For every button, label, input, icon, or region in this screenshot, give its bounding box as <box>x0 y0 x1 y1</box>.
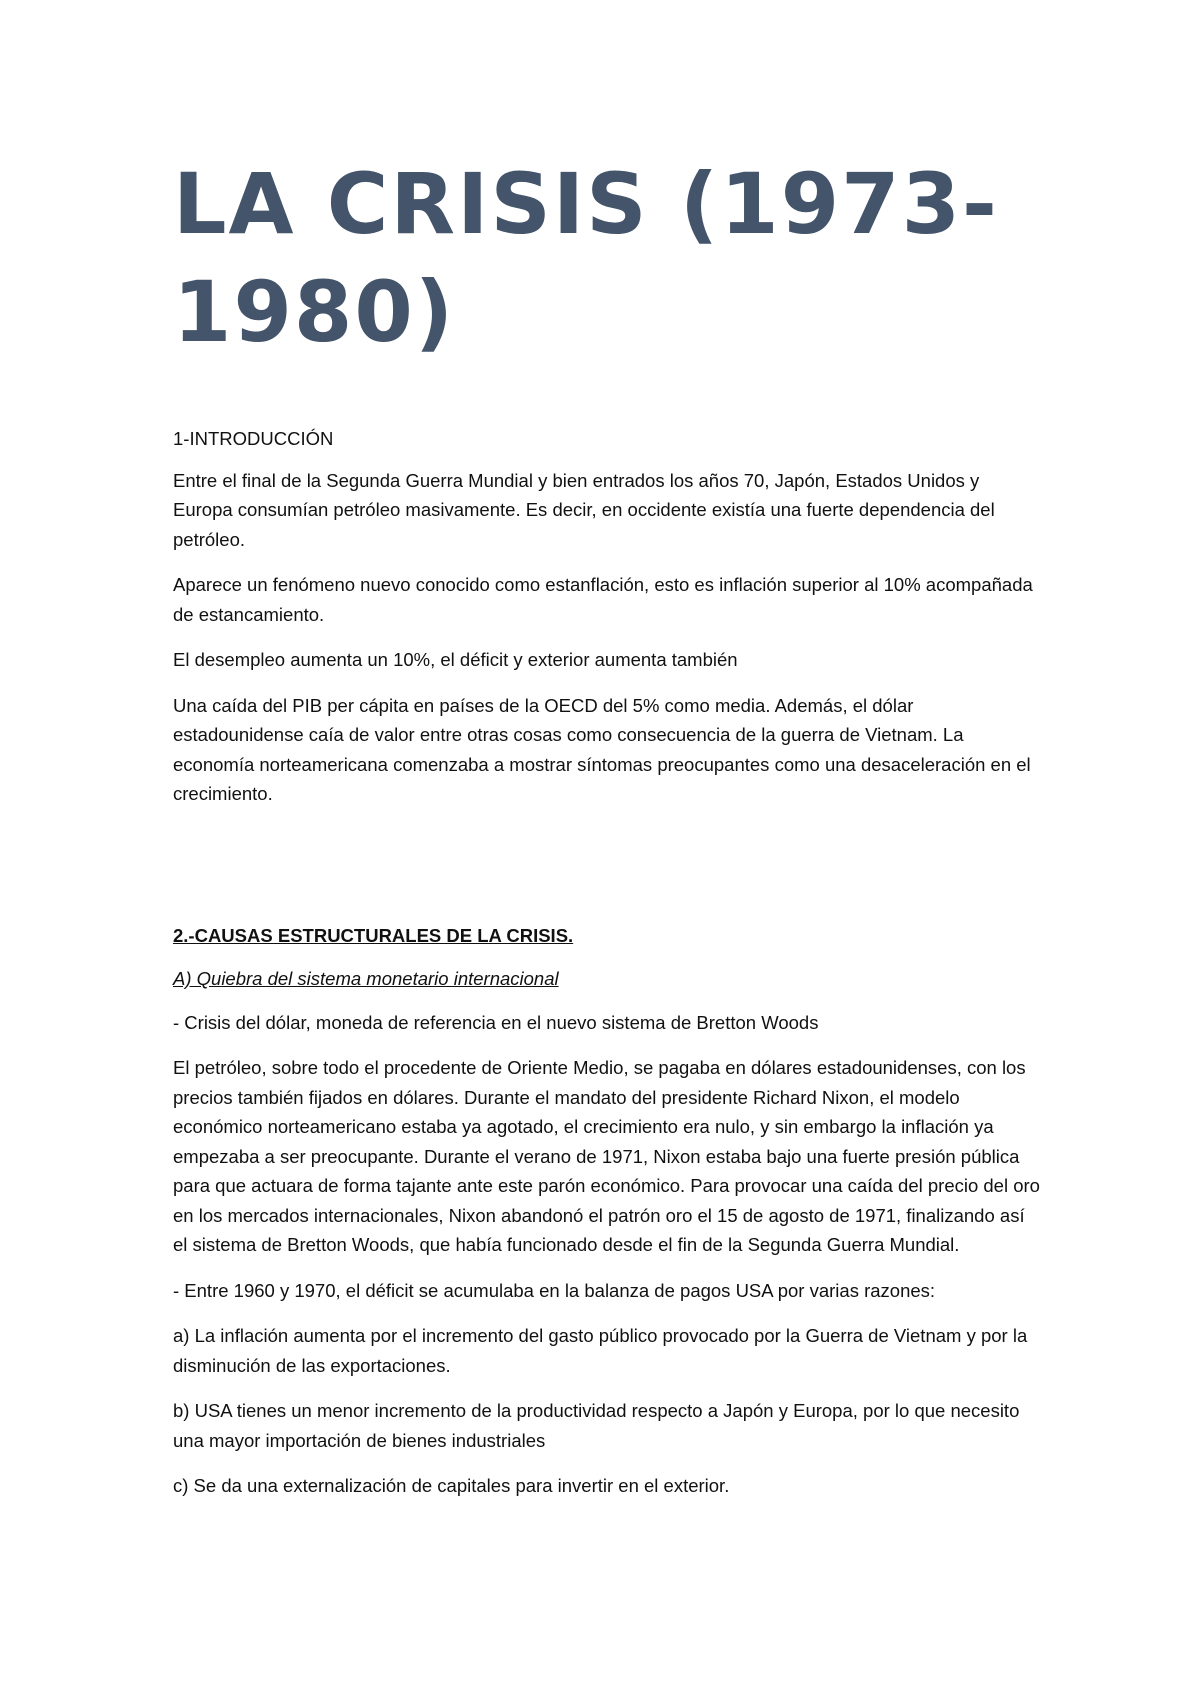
intro-heading: 1-INTRODUCCIÓN <box>173 428 334 449</box>
section-2-paragraph-1: - Crisis del dólar, moneda de referencia en el nuevo sistema de Bretton Woods <box>173 1011 819 1033</box>
section-2-heading: 2.-CAUSAS ESTRUCTURALES DE LA CRISIS. <box>173 924 574 946</box>
section-2-paragraph-2: El petróleo, sobre todo el procedente de Oriente Medio, se pagaba en dólares estadounidenses, con los precios también fijados en dólares. Durante el mandato del presidente Richard Nixon, el modelo económico norteamericano estaba ya agotado, el crecimiento era nulo, y sin embargo la inflación ya empezaba a ser preocupante. Durante el verano de 1971, Nixon estaba bajo una fuerte presión pública para que actuara de forma tajante ante este parón económico. Para provocar una caída del precio del oro en los mercados internacionales, Nixon abandonó el patrón oro el 15 de agosto de 1971, finalizando así el sistema de Bretton Woods, que había funcionado desde el fin de la Segunda Guerra Mundial. <box>173 1057 1040 1255</box>
section-spacer <box>173 825 1043 921</box>
intro-paragraph-2: Aparece un fenómeno nuevo conocido como estanflación, esto es inflación superior al 10% acompañada de estancamiento. <box>173 574 1033 625</box>
document-body <box>173 150 1043 1517</box>
intro-paragraph-3: El desempleo aumenta un 10%, el déficit y exterior aumenta también <box>173 649 738 670</box>
intro-paragraph-4: Una caída del PIB per cápita en países de la OECD del 5% como media. Además, el dólar estadounidense caía de valor entre otras cosas como consecuencia de la guerra de Vietnam. La economía norteamericana comenzaba a mostrar síntomas preocupantes como una desaceleración en el crecimiento. <box>173 694 1031 804</box>
section-2-subheading: A) Quiebra del sistema monetario internacional <box>173 968 559 989</box>
intro-paragraph-1: Entre el final de la Segunda Guerra Mundial y bien entrados los años 70, Japón, Estados Unidos y Europa consumían petróleo masivamente. Es decir, en occidente existía una fuerte dependencia del petróleo. <box>173 469 995 550</box>
section-2-paragraph-5: b) USA tienes un menor incremento de la productividad respecto a Japón y Europa, por lo que necesito una mayor importación de bienes industriales <box>173 1400 1020 1451</box>
section-2-paragraph-3: - Entre 1960 y 1970, el déficit se acumulaba en la balanza de pagos USA por varias razones: <box>173 1279 936 1301</box>
document-title: LA CRISIS (1973-1980) <box>173 155 999 361</box>
section-2-paragraph-6: c) Se da una externalización de capitales para invertir en el exterior. <box>173 1475 730 1496</box>
section-2-paragraph-4: a) La inflación aumenta por el incremento del gasto público provocado por la Guerra de Vietnam y por la disminución de las exportaciones. <box>173 1325 1028 1376</box>
